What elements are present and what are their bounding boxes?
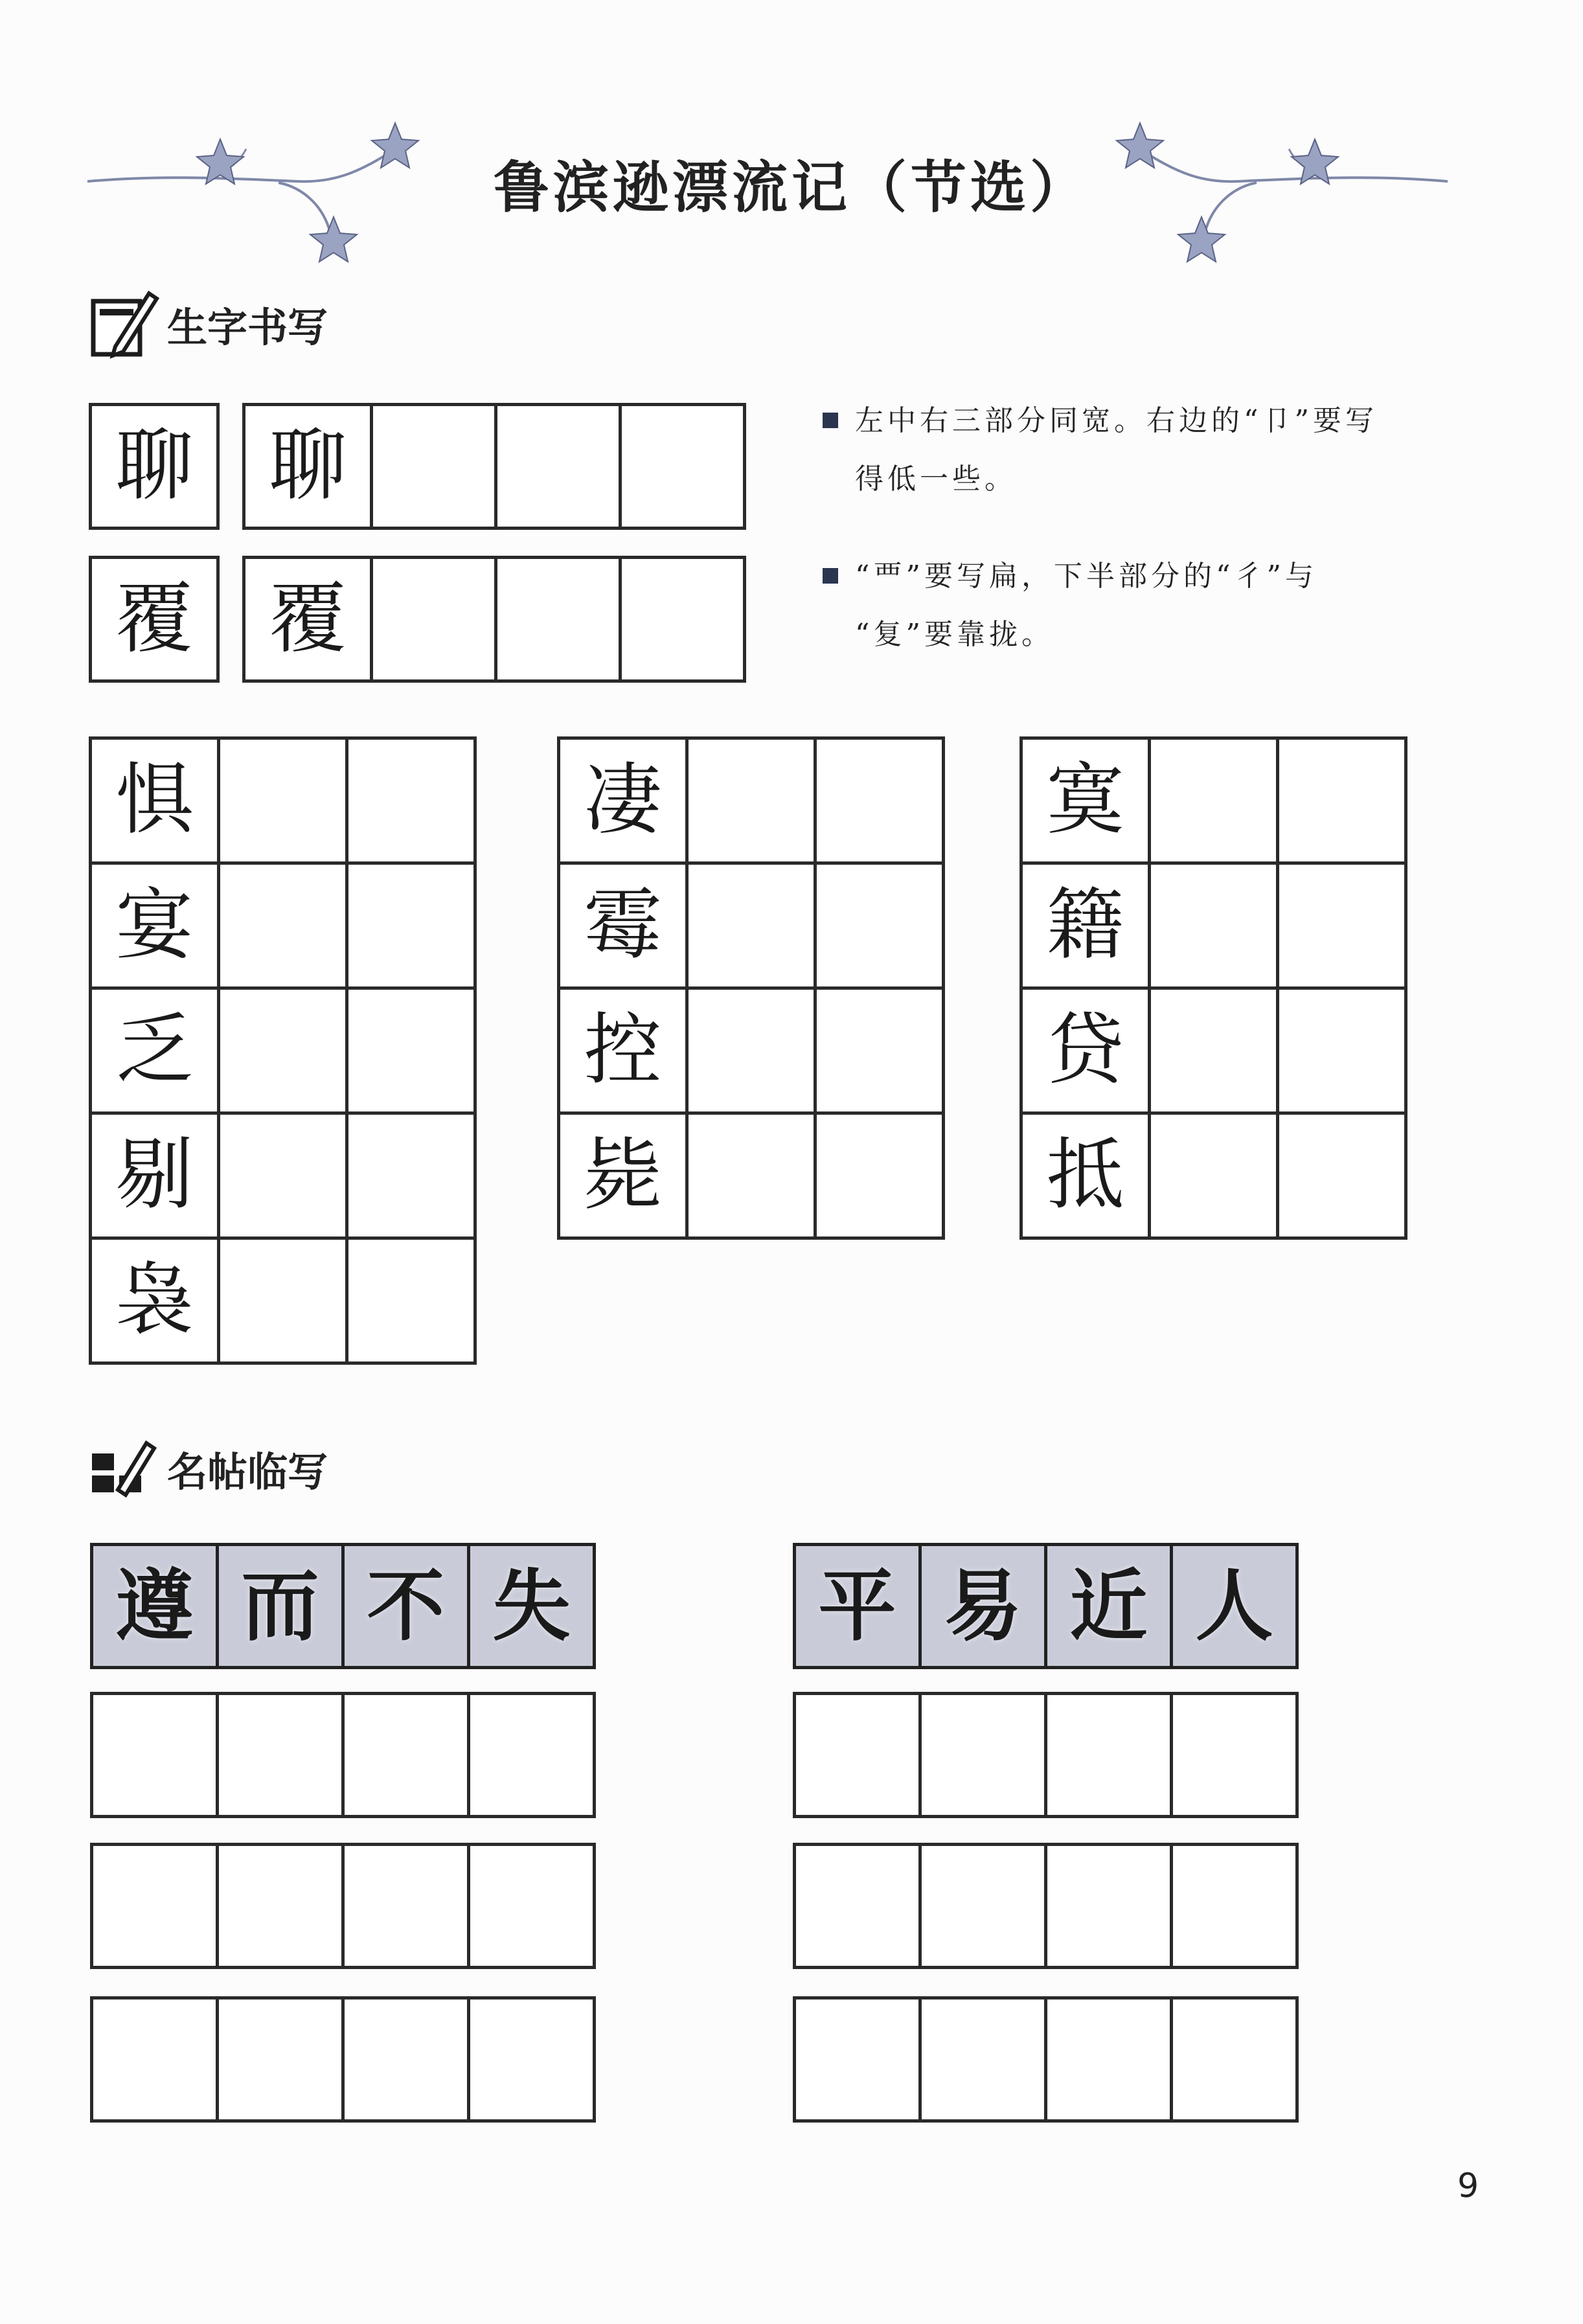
practice-cell[interactable] xyxy=(216,1843,345,1969)
model-char-cell-char: 袅 xyxy=(115,1255,194,1345)
practice-cell[interactable] xyxy=(1148,986,1279,1115)
practice-cell[interactable] xyxy=(90,1692,219,1818)
practice-cell[interactable] xyxy=(1276,736,1407,865)
practice-cell[interactable] xyxy=(494,556,622,683)
practice-cell[interactable] xyxy=(217,736,348,865)
practice-cell[interactable] xyxy=(494,403,622,530)
practice-cell[interactable] xyxy=(1276,861,1407,990)
calligraphy-model-cell-char: 近 xyxy=(1069,1560,1148,1652)
calligraphy-model-cell xyxy=(467,1543,596,1669)
model-char-cell-char: 凄 xyxy=(584,755,662,845)
model-char-cell xyxy=(1019,861,1151,990)
model-char-cell xyxy=(557,861,689,990)
model-char-cell xyxy=(557,1111,689,1240)
practice-cell[interactable] xyxy=(1044,1843,1173,1969)
model-char-cell-char: 寞 xyxy=(1046,755,1124,845)
practice-cell[interactable] xyxy=(1148,861,1279,990)
calligraphy-model-cell-char: 人 xyxy=(1195,1560,1273,1652)
practice-cell[interactable] xyxy=(1276,1111,1407,1240)
note-2 xyxy=(823,547,1317,664)
model-char-cell-char: 抵 xyxy=(1046,1130,1124,1220)
section-heading-writing xyxy=(89,288,328,359)
calligraphy-model-cell-char: 而 xyxy=(241,1560,319,1652)
model-char-cell-char: 剔 xyxy=(115,1130,194,1220)
practice-cell[interactable] xyxy=(345,861,477,990)
model-char-cell-char: 惧 xyxy=(115,755,194,845)
calligraphy-model-cell-char: 易 xyxy=(944,1560,1022,1652)
practice-cell[interactable] xyxy=(467,1996,596,2123)
practice-cell[interactable] xyxy=(793,1996,922,2123)
model-char-cell-char: 控 xyxy=(584,1005,662,1095)
model-char-cell xyxy=(1019,986,1151,1115)
brush-grid-icon xyxy=(89,1439,161,1498)
section-heading-copy xyxy=(89,1439,328,1498)
practice-cell[interactable] xyxy=(216,1996,345,2123)
note-1-line2: 得低一些。 xyxy=(855,462,1017,496)
note-2-line2: “复”要靠拢。 xyxy=(855,618,1054,651)
model-char-cell-char: 籍 xyxy=(1046,880,1124,970)
practice-cell[interactable] xyxy=(467,1692,596,1818)
note-1-line1: 左中右三部分同宽。右边的“卩”要写 xyxy=(855,404,1378,437)
section-heading-copy-label: 名帖临写 xyxy=(167,1448,328,1496)
practice-cell[interactable] xyxy=(814,736,945,865)
practice-cell[interactable] xyxy=(685,986,817,1115)
section-heading-writing-label: 生字书写 xyxy=(167,303,328,351)
practice-cell[interactable] xyxy=(341,1692,470,1818)
model-char-cell xyxy=(557,736,689,865)
practice-cell[interactable] xyxy=(685,861,817,990)
model-char-cell-char: 宴 xyxy=(115,880,194,970)
model-char-cell-char: 毙 xyxy=(584,1130,662,1220)
practice-cell[interactable] xyxy=(814,1111,945,1240)
pencil-notebook-icon xyxy=(89,288,161,359)
practice-cell[interactable] xyxy=(345,736,477,865)
trace-char-cell[interactable] xyxy=(242,403,373,530)
calligraphy-model-cell xyxy=(918,1543,1047,1669)
model-char-cell xyxy=(89,1111,220,1240)
feature-char-cell xyxy=(89,403,220,530)
practice-cell[interactable] xyxy=(217,861,348,990)
practice-cell[interactable] xyxy=(217,1236,348,1365)
practice-cell[interactable] xyxy=(216,1692,345,1818)
practice-cell[interactable] xyxy=(345,1236,477,1365)
model-char-cell xyxy=(89,986,220,1115)
practice-cell[interactable] xyxy=(918,1843,1047,1969)
model-char-cell-char: 乏 xyxy=(115,1005,194,1095)
note-bullet xyxy=(823,568,838,584)
model-char-cell xyxy=(89,736,220,865)
page-number: 9 xyxy=(1457,2167,1479,2205)
calligraphy-model-cell-char: 不 xyxy=(367,1560,445,1652)
practice-cell[interactable] xyxy=(217,1111,348,1240)
calligraphy-model-cell-char: 平 xyxy=(818,1560,896,1652)
practice-cell[interactable] xyxy=(793,1692,922,1818)
practice-cell[interactable] xyxy=(619,556,746,683)
practice-cell[interactable] xyxy=(1044,1996,1173,2123)
trace-char-cell-char: 覆 xyxy=(269,574,347,664)
practice-cell[interactable] xyxy=(1276,986,1407,1115)
practice-cell[interactable] xyxy=(90,1843,219,1969)
calligraphy-model-cell xyxy=(1044,1543,1173,1669)
note-1 xyxy=(823,392,1378,508)
practice-cell[interactable] xyxy=(467,1843,596,1969)
calligraphy-model-cell-char: 遵 xyxy=(115,1560,194,1652)
model-char-cell-char: 霉 xyxy=(584,880,662,970)
practice-cell[interactable] xyxy=(370,556,497,683)
model-char-cell xyxy=(557,986,689,1115)
calligraphy-model-cell-char: 失 xyxy=(492,1560,571,1652)
practice-cell[interactable] xyxy=(619,403,746,530)
feature-char-cell-char: 覆 xyxy=(115,574,193,664)
practice-cell[interactable] xyxy=(814,986,945,1115)
model-char-cell xyxy=(89,1236,220,1365)
practice-cell[interactable] xyxy=(345,1111,477,1240)
feature-char-cell-char: 聊 xyxy=(115,421,193,511)
practice-cell[interactable] xyxy=(1148,1111,1279,1240)
model-char-cell xyxy=(1019,1111,1151,1240)
feature-char-cell xyxy=(89,556,220,683)
practice-cell[interactable] xyxy=(918,1996,1047,2123)
practice-cell[interactable] xyxy=(341,1843,470,1969)
practice-cell[interactable] xyxy=(685,1111,817,1240)
practice-cell[interactable] xyxy=(1044,1692,1173,1818)
model-char-cell xyxy=(1019,736,1151,865)
practice-cell[interactable] xyxy=(685,736,817,865)
practice-cell[interactable] xyxy=(217,986,348,1115)
practice-cell[interactable] xyxy=(90,1996,219,2123)
calligraphy-model-cell xyxy=(216,1543,345,1669)
trace-char-cell[interactable] xyxy=(242,556,373,683)
practice-cell[interactable] xyxy=(1170,1996,1299,2123)
trace-char-cell-char: 聊 xyxy=(269,421,347,511)
calligraphy-model-cell xyxy=(1170,1543,1299,1669)
note-bullet xyxy=(823,413,838,428)
practice-cell[interactable] xyxy=(1170,1843,1299,1969)
practice-cell[interactable] xyxy=(1170,1692,1299,1818)
practice-cell[interactable] xyxy=(814,861,945,990)
practice-cell[interactable] xyxy=(918,1692,1047,1818)
page-title: 鲁滨逊漂流记（节选） xyxy=(494,155,1089,220)
calligraphy-model-cell xyxy=(793,1543,922,1669)
model-char-cell xyxy=(89,861,220,990)
calligraphy-model-cell xyxy=(341,1543,470,1669)
practice-cell[interactable] xyxy=(345,986,477,1115)
note-2-line1: “覀”要写扁，下半部分的“彳”与 xyxy=(855,560,1317,593)
practice-cell[interactable] xyxy=(1148,736,1279,865)
practice-cell[interactable] xyxy=(793,1843,922,1969)
calligraphy-model-cell xyxy=(90,1543,219,1669)
practice-cell[interactable] xyxy=(341,1996,470,2123)
model-char-cell-char: 贷 xyxy=(1046,1005,1124,1095)
practice-cell[interactable] xyxy=(370,403,497,530)
